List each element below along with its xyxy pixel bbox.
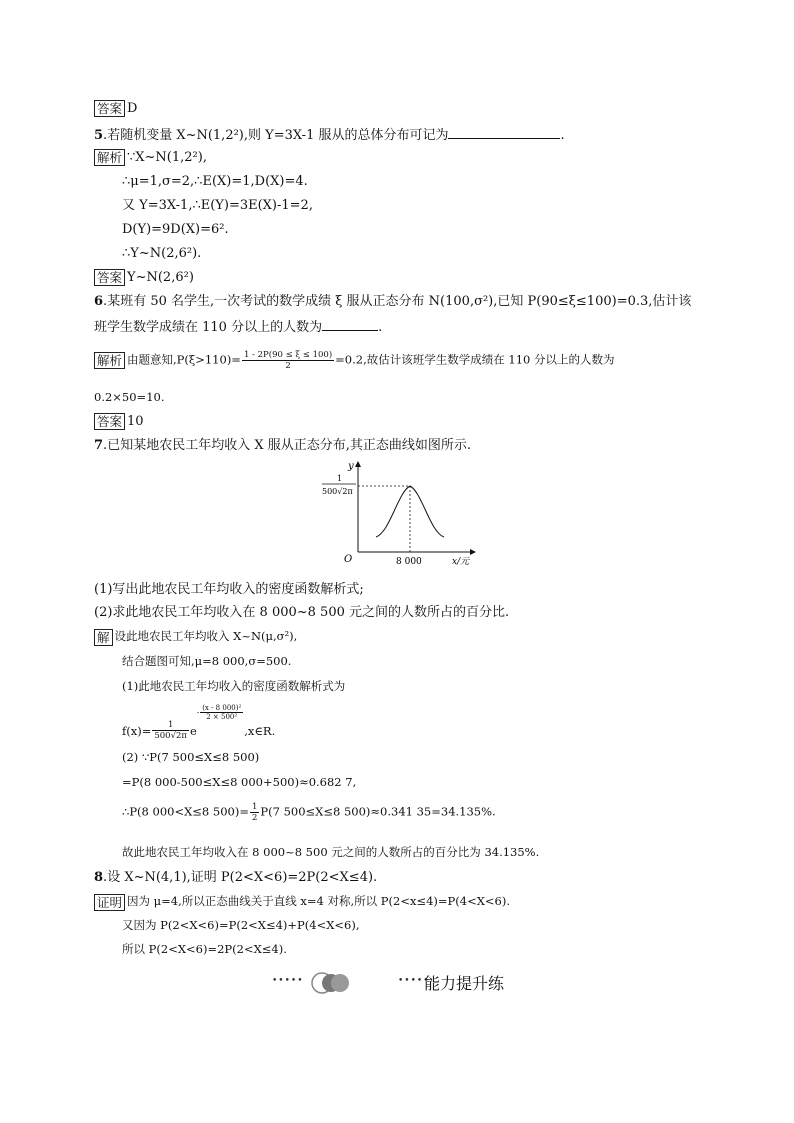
analysis-tag: 解析 xyxy=(94,352,125,369)
answer-text: 10 xyxy=(127,414,144,429)
question-number: 5 xyxy=(94,128,104,143)
fraction-numerator: 1 xyxy=(251,802,258,812)
analysis-tag: 解析 xyxy=(94,149,125,166)
formula-text: P(7 500≤X≤8 500)≈0.341 35=34.135%. xyxy=(260,804,496,819)
answer-line-4 xyxy=(94,99,137,119)
density-function xyxy=(122,704,275,740)
y-axis-arrow xyxy=(355,461,361,467)
origin-label: O xyxy=(344,554,353,565)
section-logo-icon xyxy=(308,970,354,996)
fraction-numerator: 1 - 2P(90 ≤ ξ ≤ 100) xyxy=(243,350,333,360)
fraction xyxy=(242,350,334,371)
end-mark: . xyxy=(560,128,565,143)
proof-text: 因为 μ=4,所以正态曲线关于直线 x=4 对称,所以 P(2<x≤4)=P(4<X<6). xyxy=(127,894,511,908)
question-6: 6.某班有 50 名学生,一次考试的数学成绩 ξ 服从正态分布 N(100,σ²),已知 P(90≤ξ≤100)=0.3,估计该 xyxy=(94,294,692,309)
formula-text: f(x)= xyxy=(122,723,152,738)
solution-line: =P(8 000-500≤X≤8 000+500)≈0.682 7, xyxy=(122,775,357,789)
solution-7 xyxy=(94,627,297,646)
formula-text: =0.2,故估计该班学生数学成绩在 110 分以上的人数为 xyxy=(335,352,615,367)
normal-curve-figure xyxy=(310,458,480,572)
question-number: 7 xyxy=(94,438,104,453)
question-text: 设 X~N(4,1),证明 P(2<X<6)=2P(2<X≤4). xyxy=(107,870,378,885)
analysis-5 xyxy=(94,148,207,168)
peak-x-label: 8 000 xyxy=(396,557,422,567)
solution-line: 又 Y=3X-1,∴E(Y)=3E(X)-1=2, xyxy=(122,198,313,213)
fraction xyxy=(152,704,189,741)
y-axis-label: y xyxy=(348,461,354,472)
analysis-text: ∵X~N(1,2²), xyxy=(127,150,207,165)
exp-base: e xyxy=(190,723,197,738)
answer-tag: 答案 xyxy=(94,413,125,430)
solution-line xyxy=(122,802,496,823)
fraction-denominator: 2 xyxy=(251,813,258,823)
solution-text: 设此地农民工年均收入 X~N(μ,σ²), xyxy=(114,629,298,643)
exponent-denominator: 2 × 500² xyxy=(206,713,238,721)
question-8: 8.设 X~N(4,1),证明 P(2<X<6)=2P(2<X≤4). xyxy=(94,870,378,885)
fraction-numerator: 1 xyxy=(152,720,189,731)
proof-8 xyxy=(94,892,510,911)
exponent-fraction xyxy=(200,704,243,721)
solution-line: (2) ∵P(7 500≤X≤8 500) xyxy=(122,750,260,764)
solution-line: D(Y)=9D(X)=6². xyxy=(122,222,229,237)
subquestion-2: (2)求此地农民工年均收入在 8 000~8 500 元之间的人数所占的百分比. xyxy=(94,605,510,620)
answer-line-6 xyxy=(94,412,144,432)
proof-tag: 证明 xyxy=(94,894,125,911)
peak-y-numerator: 1 xyxy=(337,474,343,483)
analysis-6 xyxy=(94,350,615,371)
fraction-denominator: 2 xyxy=(285,361,291,371)
answer-tag: 答案 xyxy=(94,100,125,117)
answer-blank xyxy=(322,316,378,331)
formula-text: ,x∈R. xyxy=(244,723,276,738)
section-title: 能力提升练 xyxy=(424,974,505,993)
proof-line: 所以 P(2<X<6)=2P(2<X≤4). xyxy=(122,942,287,956)
question-text: 班学生数学成绩在 110 分以上的人数为 xyxy=(94,320,323,335)
subquestion-1: (1)写出此地农民工年均收入的密度函数解析式; xyxy=(94,582,364,597)
solution-line: 结合题图可知,μ=8 000,σ=500. xyxy=(122,654,292,668)
x-axis-label: x/元 xyxy=(452,557,470,567)
answer-text: D xyxy=(127,101,138,116)
solution-line: ∴μ=1,σ=2,∴E(X)=1,D(X)=4. xyxy=(122,174,308,189)
exponent: - $\frac{\text{(x - 8 000)²}}{\text{2 × 500²}}$ xyxy=(196,704,242,721)
solution-line: ∴Y~N(2,6²). xyxy=(122,246,202,261)
question-7: 7.已知某地农民工年均收入 X 服从正态分布,其正态曲线如图所示. xyxy=(94,438,471,453)
peak-y-denominator: 500√2π xyxy=(322,487,353,496)
question-number: 8 xyxy=(94,870,104,885)
solution-conclusion: 故此地农民工年均收入在 8 000~8 500 元之间的人数所占的百分比为 34.135%. xyxy=(122,845,540,859)
dots-right: ••••• xyxy=(398,976,430,986)
x-axis-arrow xyxy=(470,549,476,555)
analysis-6-cont: 0.2×50=10. xyxy=(94,390,165,404)
exponent-numerator: (x - 8 000)² xyxy=(202,704,242,712)
answer-line-5 xyxy=(94,268,194,288)
formula-text: 由题意知,P(ξ>110)= xyxy=(127,352,241,367)
question-text: 已知某地农民工年均收入 X 服从正态分布,其正态曲线如图所示. xyxy=(107,438,471,453)
answer-blank xyxy=(448,124,560,139)
solution-tag: 解 xyxy=(94,629,113,646)
question-number: 6 xyxy=(94,294,104,309)
question-5: 5.若随机变量 X~N(1,2²),则 Y=3X-1 服从的总体分布可记为 . xyxy=(94,124,565,146)
fraction xyxy=(250,802,259,823)
end-mark: . xyxy=(378,320,383,335)
question-text: 若随机变量 X~N(1,2²),则 Y=3X-1 服从的总体分布可记为 xyxy=(107,128,449,143)
question-text: 某班有 50 名学生,一次考试的数学成绩 ξ 服从正态分布 N(100,σ²),已知 P(90≤ξ≤100)=0.3,估计该 xyxy=(107,294,692,309)
answer-text: Y~N(2,6²) xyxy=(127,270,194,285)
answer-tag: 答案 xyxy=(94,269,125,286)
question-6-cont xyxy=(94,316,382,338)
formula-text: ∴P(8 000<X≤8 500)= xyxy=(122,804,249,819)
dots-left: ••••• xyxy=(272,976,304,986)
proof-line: 又因为 P(2<X<6)=P(2<X≤4)+P(4<X<6), xyxy=(122,918,360,932)
solution-line: (1)此地农民工年均收入的密度函数解析式为 xyxy=(122,679,346,693)
fraction-denominator: 500√2π xyxy=(154,731,187,741)
